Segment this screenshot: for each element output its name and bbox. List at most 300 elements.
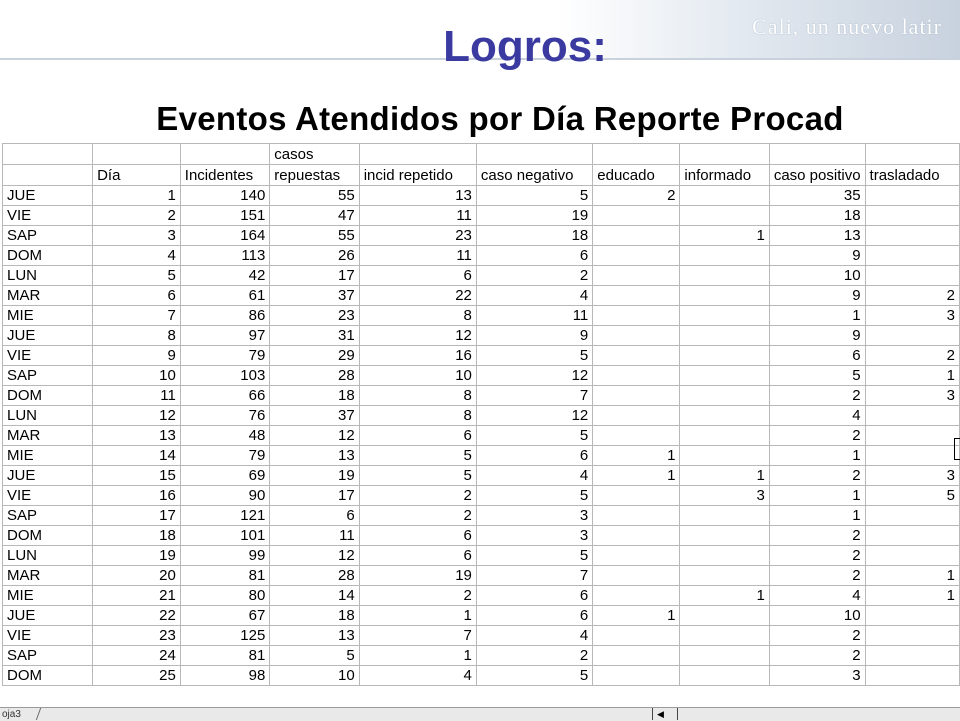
sheet-cell[interactable] [593, 286, 680, 306]
sheet-cell[interactable]: 12 [93, 406, 181, 426]
sheet-cell[interactable]: 3 [476, 506, 592, 526]
sheet-cell[interactable] [593, 646, 680, 666]
sheet-cell[interactable]: 13 [270, 446, 359, 466]
sheet-cell[interactable]: 6 [359, 526, 476, 546]
sheet-cell[interactable] [593, 566, 680, 586]
sheet-cell[interactable]: 17 [270, 266, 359, 286]
sheet-cell[interactable] [593, 346, 680, 366]
sheet-cell[interactable]: 2 [769, 526, 865, 546]
sheet-cell[interactable]: caso positivo [769, 165, 865, 186]
sheet-cell[interactable]: 55 [270, 226, 359, 246]
sheet-cell[interactable]: 17 [270, 486, 359, 506]
sheet-cell[interactable]: 29 [270, 346, 359, 366]
sheet-cell[interactable]: 1 [865, 566, 959, 586]
sheet-cell[interactable]: 16 [93, 486, 181, 506]
sheet-cell[interactable]: Incidentes [180, 165, 270, 186]
sheet-cell[interactable]: 4 [93, 246, 181, 266]
sheet-cell[interactable] [680, 186, 769, 206]
sheet-cell[interactable]: JUE [3, 186, 93, 206]
sheet-cell[interactable]: MIE [3, 306, 93, 326]
sheet-cell[interactable] [476, 144, 592, 165]
sheet-cell[interactable] [680, 446, 769, 466]
sheet-tab[interactable]: oja3 [2, 709, 21, 720]
sheet-cell[interactable] [865, 606, 959, 626]
sheet-cell[interactable]: 6 [476, 606, 592, 626]
sheet-cell[interactable]: 21 [93, 586, 181, 606]
sheet-cell[interactable]: LUN [3, 406, 93, 426]
sheet-cell[interactable]: 11 [93, 386, 181, 406]
sheet-cell[interactable]: 79 [180, 346, 270, 366]
sheet-cell[interactable]: DOM [3, 386, 93, 406]
sheet-cell[interactable]: 2 [359, 486, 476, 506]
sheet-cell[interactable]: 1 [769, 306, 865, 326]
sheet-cell[interactable] [593, 626, 680, 646]
table-row [3, 666, 960, 686]
header-row [3, 165, 960, 186]
sheet-cell[interactable]: 6 [93, 286, 181, 306]
sheet-cell[interactable]: 1 [359, 606, 476, 626]
sheet-cell[interactable]: 86 [180, 306, 270, 326]
sheet-cell[interactable] [680, 666, 769, 686]
sheet-cell[interactable]: 3 [93, 226, 181, 246]
sheet-cell[interactable]: 1 [93, 186, 181, 206]
sheet-cell[interactable] [865, 326, 959, 346]
sheet-cell[interactable]: 28 [270, 366, 359, 386]
sheet-cell[interactable]: 121 [180, 506, 270, 526]
sheet-cell[interactable] [680, 346, 769, 366]
header-row [3, 144, 960, 165]
sheet-cell[interactable] [593, 226, 680, 246]
sheet-cell[interactable]: 3 [865, 466, 959, 486]
sheet-cell[interactable]: 5 [270, 646, 359, 666]
sheet-cell[interactable]: incid repetido [359, 165, 476, 186]
sheet-cell[interactable]: 37 [270, 406, 359, 426]
sheet-cell[interactable] [593, 246, 680, 266]
sheet-cell[interactable] [680, 566, 769, 586]
sheet-cell[interactable]: 1 [680, 586, 769, 606]
sheet-cell[interactable] [680, 246, 769, 266]
sheet-cell[interactable]: 20 [93, 566, 181, 586]
sheet-cell[interactable]: MIE [3, 586, 93, 606]
table-row [3, 366, 960, 386]
sheet-cell[interactable]: 103 [180, 366, 270, 386]
sheet-cell[interactable]: MAR [3, 286, 93, 306]
sheet-cell[interactable] [680, 386, 769, 406]
sheet-cell[interactable]: 2 [769, 626, 865, 646]
sheet-cell[interactable]: 22 [93, 606, 181, 626]
sheet-cell[interactable]: 97 [180, 326, 270, 346]
page-subtitle: Eventos Atendidos por Día Reporte Procad [156, 100, 844, 137]
sheet-cell[interactable] [680, 144, 769, 165]
sheet-cell[interactable] [680, 266, 769, 286]
sheet-cell[interactable]: LUN [3, 546, 93, 566]
sheet-cell[interactable]: 164 [180, 226, 270, 246]
sheet-cell[interactable]: 22 [359, 286, 476, 306]
sheet-cell[interactable]: SAP [3, 506, 93, 526]
sheet-cell[interactable] [865, 144, 959, 165]
sheet-cell[interactable] [593, 406, 680, 426]
sheet-cell[interactable]: MAR [3, 566, 93, 586]
sheet-cell[interactable]: 4 [769, 406, 865, 426]
sheet-cell[interactable]: 17 [93, 506, 181, 526]
sheet-cell[interactable] [680, 286, 769, 306]
sheet-cell[interactable]: MIE [3, 446, 93, 466]
sheet-cell[interactable]: 25 [93, 666, 181, 686]
sheet-cell[interactable] [593, 366, 680, 386]
sheet-cell[interactable]: 2 [93, 206, 181, 226]
sheet-cell[interactable]: VIE [3, 486, 93, 506]
sheet-cell[interactable]: 13 [270, 626, 359, 646]
sheet-cell[interactable]: 37 [270, 286, 359, 306]
sheet-cell[interactable]: VIE [3, 206, 93, 226]
sheet-cell[interactable] [680, 646, 769, 666]
sheet-cell[interactable]: caso negativo [476, 165, 592, 186]
table-row [3, 286, 960, 306]
sheet-cell[interactable]: 10 [769, 266, 865, 286]
sheet-cell[interactable] [680, 526, 769, 546]
sheet-cell[interactable] [3, 165, 93, 186]
sheet-cell[interactable]: 28 [270, 566, 359, 586]
sheet-cell[interactable]: 9 [476, 326, 592, 346]
sheet-cell[interactable] [680, 366, 769, 386]
sheet-cell[interactable]: 101 [180, 526, 270, 546]
sheet-cell[interactable]: 4 [476, 626, 592, 646]
sheet-cell[interactable]: 2 [769, 566, 865, 586]
table-row [3, 586, 960, 606]
sheet-cell[interactable] [593, 526, 680, 546]
sheet-cell[interactable]: 79 [180, 446, 270, 466]
sheet-cell[interactable] [865, 666, 959, 686]
sheet-cell[interactable]: 9 [769, 246, 865, 266]
sheet-cell[interactable] [593, 666, 680, 686]
sheet-cell[interactable]: 6 [769, 346, 865, 366]
sheet-cell[interactable]: 2 [359, 586, 476, 606]
sheet-cell[interactable]: informado [680, 165, 769, 186]
sheet-cell[interactable]: 1 [769, 486, 865, 506]
sheet-cell[interactable]: 18 [93, 526, 181, 546]
sheet-cell[interactable]: 13 [93, 426, 181, 446]
sheet-cell[interactable]: 5 [359, 446, 476, 466]
sheet-cell[interactable]: 1 [769, 446, 865, 466]
sheet-cell[interactable]: JUE [3, 606, 93, 626]
sheet-cell[interactable] [680, 606, 769, 626]
sheet-cell[interactable]: 80 [180, 586, 270, 606]
sheet-cell[interactable]: 48 [180, 426, 270, 446]
sheet-cell[interactable] [680, 306, 769, 326]
sheet-cell[interactable]: 19 [359, 566, 476, 586]
sheet-cell[interactable]: 12 [476, 366, 592, 386]
sheet-cell[interactable]: 7 [359, 626, 476, 646]
sheet-cell[interactable]: 81 [180, 646, 270, 666]
sheet-cell[interactable]: 90 [180, 486, 270, 506]
sheet-cell[interactable]: 14 [270, 586, 359, 606]
sheet-cell[interactable]: trasladado [865, 165, 959, 186]
brand-logo-text: Cali, un nuevo latir [752, 14, 942, 39]
sheet-tab-bar [0, 707, 960, 721]
sheet-cell[interactable] [93, 144, 181, 165]
sheet-cell[interactable]: 23 [270, 306, 359, 326]
table-row [3, 466, 960, 486]
sheet-cell[interactable]: 4 [476, 466, 592, 486]
sheet-cell[interactable]: 2 [476, 646, 592, 666]
table-row [3, 346, 960, 366]
sheet-cell[interactable]: 13 [769, 226, 865, 246]
sheet-cell[interactable]: 66 [180, 386, 270, 406]
sheet-cell[interactable]: 11 [359, 206, 476, 226]
horizontal-scrollbar[interactable] [652, 708, 678, 720]
sheet-cell[interactable]: educado [593, 165, 680, 186]
sheet-cell[interactable]: 2 [476, 266, 592, 286]
sheet-cell[interactable]: 5 [93, 266, 181, 286]
sheet-cell[interactable] [865, 546, 959, 566]
sheet-cell[interactable]: 67 [180, 606, 270, 626]
sheet-cell[interactable] [680, 206, 769, 226]
sheet-cell[interactable]: 11 [359, 246, 476, 266]
sheet-cell[interactable]: 19 [270, 466, 359, 486]
sheet-cell[interactable]: DOM [3, 666, 93, 686]
sheet-cell[interactable]: 55 [270, 186, 359, 206]
sheet-cell[interactable] [865, 626, 959, 646]
sheet-cell[interactable]: DOM [3, 526, 93, 546]
sheet-cell[interactable]: 18 [769, 206, 865, 226]
sheet-cell[interactable]: 18 [270, 386, 359, 406]
sheet-cell[interactable]: 6 [476, 586, 592, 606]
sheet-cell[interactable] [680, 426, 769, 446]
sheet-cell[interactable]: 23 [359, 226, 476, 246]
sheet-cell[interactable]: 11 [476, 306, 592, 326]
sheet-cell[interactable]: 10 [769, 606, 865, 626]
sheet-cell[interactable]: 13 [359, 186, 476, 206]
sheet-cell[interactable]: LUN [3, 266, 93, 286]
sheet-cell[interactable]: 1 [593, 606, 680, 626]
table-row [3, 246, 960, 266]
sheet-cell[interactable]: 3 [476, 526, 592, 546]
sheet-cell[interactable] [865, 246, 959, 266]
sheet-cell[interactable]: casos [270, 144, 359, 165]
table-row [3, 486, 960, 506]
sheet-cell[interactable]: 12 [359, 326, 476, 346]
sheet-cell[interactable] [3, 144, 93, 165]
sheet-cell[interactable] [593, 586, 680, 606]
sheet-cell[interactable]: 12 [476, 406, 592, 426]
sheet-cell[interactable]: 1 [680, 466, 769, 486]
sheet-cell[interactable]: 1 [680, 226, 769, 246]
table-row [3, 446, 960, 466]
sheet-cell[interactable]: 98 [180, 666, 270, 686]
sheet-cell[interactable]: 2 [359, 506, 476, 526]
sheet-cell[interactable] [359, 144, 476, 165]
sheet-cell[interactable]: 24 [93, 646, 181, 666]
sheet-cell[interactable]: 9 [93, 346, 181, 366]
sheet-cell[interactable]: 16 [359, 346, 476, 366]
sheet-cell[interactable]: 5 [769, 366, 865, 386]
sheet-cell[interactable] [680, 506, 769, 526]
sheet-cell[interactable]: 1 [769, 506, 865, 526]
sheet-cell[interactable]: 2 [769, 426, 865, 446]
sheet-cell[interactable] [680, 546, 769, 566]
sheet-cell[interactable]: 6 [476, 446, 592, 466]
sheet-cell[interactable]: VIE [3, 626, 93, 646]
sheet-cell[interactable] [593, 486, 680, 506]
sheet-cell[interactable]: 151 [180, 206, 270, 226]
sheet-cell[interactable] [593, 206, 680, 226]
sheet-cell[interactable]: 125 [180, 626, 270, 646]
sheet-cell[interactable]: 6 [359, 426, 476, 446]
sheet-cell[interactable]: 6 [359, 266, 476, 286]
sheet-cell[interactable]: MAR [3, 426, 93, 446]
sheet-cell[interactable]: 5 [359, 466, 476, 486]
sheet-cell[interactable]: 2 [865, 286, 959, 306]
sheet-cell[interactable]: JUE [3, 326, 93, 346]
table-row [3, 226, 960, 246]
sheet-cell[interactable]: 18 [476, 226, 592, 246]
table-row [3, 406, 960, 426]
sheet-cell[interactable]: 61 [180, 286, 270, 306]
sheet-cell[interactable]: 23 [93, 626, 181, 646]
sheet-cell[interactable]: 6 [270, 506, 359, 526]
table-row [3, 386, 960, 406]
sheet-cell[interactable]: 10 [93, 366, 181, 386]
sheet-cell[interactable]: 140 [180, 186, 270, 206]
sheet-cell[interactable]: 9 [769, 326, 865, 346]
sheet-cell[interactable]: repuestas [270, 165, 359, 186]
sheet-cell[interactable]: 7 [93, 306, 181, 326]
table-row [3, 626, 960, 646]
sheet-cell[interactable] [680, 406, 769, 426]
sheet-cell[interactable] [865, 506, 959, 526]
table-row [3, 306, 960, 326]
sheet-cell[interactable] [865, 266, 959, 286]
sheet-cell[interactable]: 1 [593, 446, 680, 466]
sheet-cell[interactable]: 19 [476, 206, 592, 226]
sheet-cell[interactable]: 1 [865, 366, 959, 386]
sheet-cell[interactable]: 10 [270, 666, 359, 686]
sheet-cell[interactable]: 15 [93, 466, 181, 486]
sheet-cell[interactable]: 3 [865, 386, 959, 406]
sheet-cell[interactable]: 5 [476, 546, 592, 566]
sheet-cell[interactable]: 26 [270, 246, 359, 266]
sheet-cell[interactable]: 2 [865, 346, 959, 366]
table-row [3, 186, 960, 206]
sheet-cell[interactable]: 7 [476, 566, 592, 586]
sheet-cell[interactable]: 42 [180, 266, 270, 286]
sheet-cell[interactable]: 5 [476, 666, 592, 686]
sheet-cell[interactable]: 8 [359, 386, 476, 406]
sheet-cell[interactable] [680, 326, 769, 346]
sheet-cell[interactable] [865, 526, 959, 546]
sheet-cell[interactable] [680, 626, 769, 646]
sheet-cell[interactable]: 18 [270, 606, 359, 626]
sheet-cell[interactable]: 4 [769, 586, 865, 606]
sheet-cell[interactable] [593, 144, 680, 165]
sheet-cell[interactable] [865, 406, 959, 426]
sheet-cell[interactable]: 12 [270, 426, 359, 446]
table-row [3, 546, 960, 566]
sheet-cell[interactable]: SAP [3, 646, 93, 666]
sheet-cell[interactable]: 7 [476, 386, 592, 406]
page-title: Logros: [443, 22, 607, 71]
table-row [3, 606, 960, 626]
sheet-cell[interactable]: 3 [680, 486, 769, 506]
sheet-cell[interactable]: 5 [476, 486, 592, 506]
table-row [3, 206, 960, 226]
sheet-cell[interactable] [865, 446, 959, 466]
sheet-cell[interactable]: 1 [593, 466, 680, 486]
sheet-cell[interactable]: 6 [476, 246, 592, 266]
sheet-cell[interactable]: 5 [865, 486, 959, 506]
sheet-cell[interactable] [593, 506, 680, 526]
sheet-cell[interactable]: 19 [93, 546, 181, 566]
sheet-cell[interactable]: 2 [769, 386, 865, 406]
sheet-cell[interactable] [593, 546, 680, 566]
sheet-cell[interactable]: 2 [769, 466, 865, 486]
scroll-left-icon[interactable]: ◀ [657, 709, 664, 719]
sheet-cell[interactable] [593, 426, 680, 446]
sheet-cell[interactable] [593, 266, 680, 286]
sheet-cell[interactable]: 3 [865, 306, 959, 326]
sheet-cell[interactable] [180, 144, 270, 165]
table-row [3, 526, 960, 546]
sheet-cell[interactable]: Día [93, 165, 181, 186]
sheet-cell[interactable]: SAP [3, 226, 93, 246]
sheet-cell[interactable]: 5 [476, 346, 592, 366]
sheet-cell[interactable]: SAP [3, 366, 93, 386]
sheet-cell[interactable]: 81 [180, 566, 270, 586]
sheet-cell[interactable]: 2 [769, 646, 865, 666]
sheet-cell[interactable]: 4 [359, 666, 476, 686]
sheet-cell[interactable]: 5 [476, 426, 592, 446]
sheet-cell[interactable]: 99 [180, 546, 270, 566]
sheet-cell[interactable]: JUE [3, 466, 93, 486]
table-row [3, 426, 960, 446]
sheet-cell[interactable]: 35 [769, 186, 865, 206]
sheet-cell[interactable] [865, 186, 959, 206]
sheet-cell[interactable] [865, 206, 959, 226]
sheet-cell[interactable]: 31 [270, 326, 359, 346]
sheet-cell[interactable] [865, 226, 959, 246]
sheet-cell[interactable]: 2 [593, 186, 680, 206]
sheet-cell[interactable]: 8 [359, 406, 476, 426]
sheet-cell[interactable] [769, 144, 865, 165]
sheet-cell[interactable] [865, 646, 959, 666]
sheet-cell[interactable]: DOM [3, 246, 93, 266]
sheet-cell[interactable]: 113 [180, 246, 270, 266]
sheet-cell[interactable]: 76 [180, 406, 270, 426]
table-row [3, 326, 960, 346]
sheet-cell[interactable]: 10 [359, 366, 476, 386]
sheet-cell[interactable]: 3 [769, 666, 865, 686]
sheet-cell[interactable]: 1 [865, 586, 959, 606]
sheet-cell[interactable] [593, 306, 680, 326]
sheet-cell[interactable]: 6 [359, 546, 476, 566]
sheet-cell[interactable]: VIE [3, 346, 93, 366]
sheet-cell[interactable]: 12 [270, 546, 359, 566]
sheet-cell[interactable]: 69 [180, 466, 270, 486]
sheet-cell[interactable]: 4 [476, 286, 592, 306]
sheet-cell[interactable]: 1 [359, 646, 476, 666]
sheet-cell[interactable] [593, 386, 680, 406]
sheet-cell[interactable]: 8 [93, 326, 181, 346]
sheet-cell[interactable]: 9 [769, 286, 865, 306]
sheet-cell[interactable]: 2 [769, 546, 865, 566]
sheet-cell[interactable]: 5 [476, 186, 592, 206]
sheet-cell[interactable]: 14 [93, 446, 181, 466]
sheet-cell[interactable] [865, 426, 959, 446]
sheet-cell[interactable]: 8 [359, 306, 476, 326]
sheet-cell[interactable] [593, 326, 680, 346]
sheet-cell[interactable]: 11 [270, 526, 359, 546]
sheet-cell[interactable]: 47 [270, 206, 359, 226]
